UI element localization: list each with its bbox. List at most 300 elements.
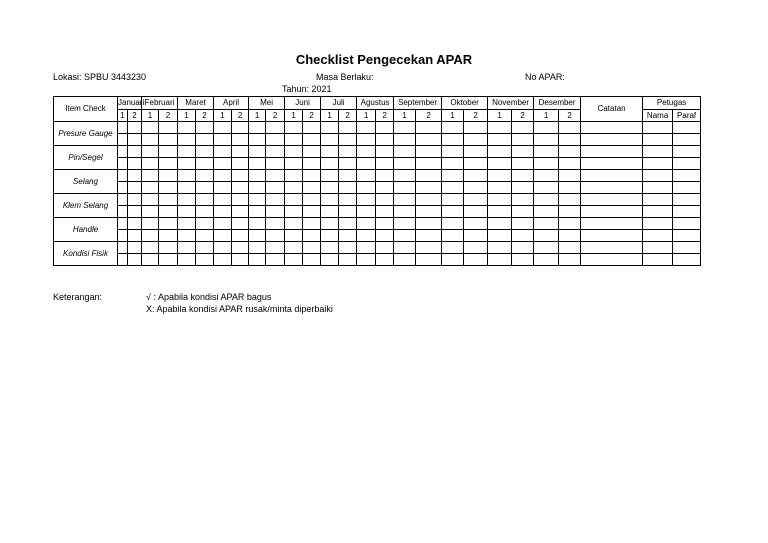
check-cell[interactable] xyxy=(416,242,442,254)
check-cell[interactable] xyxy=(178,122,196,134)
check-cell[interactable] xyxy=(128,122,142,134)
check-cell[interactable] xyxy=(534,242,559,254)
check-cell[interactable] xyxy=(464,254,488,266)
nama-cell[interactable] xyxy=(643,170,673,182)
check-cell[interactable] xyxy=(512,182,534,194)
check-cell[interactable] xyxy=(285,146,303,158)
check-cell[interactable] xyxy=(357,182,376,194)
check-cell[interactable] xyxy=(266,182,285,194)
paraf-cell[interactable] xyxy=(673,170,701,182)
check-cell[interactable] xyxy=(416,122,442,134)
check-cell[interactable] xyxy=(249,206,266,218)
check-cell[interactable] xyxy=(118,254,128,266)
check-cell[interactable] xyxy=(488,122,512,134)
check-cell[interactable] xyxy=(178,218,196,230)
check-cell[interactable] xyxy=(534,146,559,158)
check-cell[interactable] xyxy=(118,218,128,230)
check-cell[interactable] xyxy=(376,194,394,206)
check-cell[interactable] xyxy=(159,170,178,182)
check-cell[interactable] xyxy=(376,218,394,230)
check-cell[interactable] xyxy=(196,170,214,182)
check-cell[interactable] xyxy=(214,158,232,170)
check-cell[interactable] xyxy=(196,206,214,218)
nama-cell[interactable] xyxy=(643,218,673,230)
check-cell[interactable] xyxy=(464,146,488,158)
check-cell[interactable] xyxy=(196,158,214,170)
check-cell[interactable] xyxy=(303,170,321,182)
check-cell[interactable] xyxy=(376,230,394,242)
check-cell[interactable] xyxy=(559,122,581,134)
check-cell[interactable] xyxy=(488,182,512,194)
check-cell[interactable] xyxy=(357,206,376,218)
check-cell[interactable] xyxy=(142,218,159,230)
check-cell[interactable] xyxy=(464,158,488,170)
check-cell[interactable] xyxy=(303,230,321,242)
check-cell[interactable] xyxy=(128,170,142,182)
check-cell[interactable] xyxy=(394,158,416,170)
check-cell[interactable] xyxy=(178,230,196,242)
nama-cell[interactable] xyxy=(643,134,673,146)
check-cell[interactable] xyxy=(321,122,339,134)
check-cell[interactable] xyxy=(285,230,303,242)
check-cell[interactable] xyxy=(285,170,303,182)
nama-cell[interactable] xyxy=(643,182,673,194)
catatan-cell[interactable] xyxy=(581,170,643,182)
check-cell[interactable] xyxy=(266,158,285,170)
check-cell[interactable] xyxy=(416,218,442,230)
check-cell[interactable] xyxy=(339,194,357,206)
check-cell[interactable] xyxy=(416,158,442,170)
check-cell[interactable] xyxy=(442,206,464,218)
check-cell[interactable] xyxy=(376,170,394,182)
check-cell[interactable] xyxy=(303,182,321,194)
catatan-cell[interactable] xyxy=(581,122,643,134)
check-cell[interactable] xyxy=(214,254,232,266)
check-cell[interactable] xyxy=(488,194,512,206)
catatan-cell[interactable] xyxy=(581,182,643,194)
catatan-cell[interactable] xyxy=(581,242,643,254)
check-cell[interactable] xyxy=(394,242,416,254)
check-cell[interactable] xyxy=(488,134,512,146)
check-cell[interactable] xyxy=(196,134,214,146)
check-cell[interactable] xyxy=(394,182,416,194)
nama-cell[interactable] xyxy=(643,254,673,266)
check-cell[interactable] xyxy=(142,122,159,134)
check-cell[interactable] xyxy=(321,242,339,254)
check-cell[interactable] xyxy=(357,254,376,266)
check-cell[interactable] xyxy=(249,194,266,206)
check-cell[interactable] xyxy=(249,158,266,170)
check-cell[interactable] xyxy=(118,170,128,182)
check-cell[interactable] xyxy=(285,242,303,254)
check-cell[interactable] xyxy=(249,182,266,194)
paraf-cell[interactable] xyxy=(673,122,701,134)
check-cell[interactable] xyxy=(249,254,266,266)
check-cell[interactable] xyxy=(442,122,464,134)
check-cell[interactable] xyxy=(512,194,534,206)
check-cell[interactable] xyxy=(376,146,394,158)
check-cell[interactable] xyxy=(232,254,249,266)
check-cell[interactable] xyxy=(285,158,303,170)
check-cell[interactable] xyxy=(232,134,249,146)
check-cell[interactable] xyxy=(159,122,178,134)
check-cell[interactable] xyxy=(464,230,488,242)
check-cell[interactable] xyxy=(534,218,559,230)
check-cell[interactable] xyxy=(394,122,416,134)
check-cell[interactable] xyxy=(559,170,581,182)
catatan-cell[interactable] xyxy=(581,146,643,158)
check-cell[interactable] xyxy=(285,182,303,194)
check-cell[interactable] xyxy=(285,218,303,230)
check-cell[interactable] xyxy=(128,158,142,170)
check-cell[interactable] xyxy=(178,170,196,182)
check-cell[interactable] xyxy=(303,158,321,170)
check-cell[interactable] xyxy=(376,182,394,194)
check-cell[interactable] xyxy=(321,218,339,230)
check-cell[interactable] xyxy=(376,242,394,254)
check-cell[interactable] xyxy=(534,206,559,218)
check-cell[interactable] xyxy=(339,218,357,230)
check-cell[interactable] xyxy=(178,206,196,218)
check-cell[interactable] xyxy=(128,146,142,158)
check-cell[interactable] xyxy=(128,218,142,230)
check-cell[interactable] xyxy=(232,122,249,134)
check-cell[interactable] xyxy=(376,134,394,146)
check-cell[interactable] xyxy=(159,242,178,254)
check-cell[interactable] xyxy=(512,170,534,182)
check-cell[interactable] xyxy=(512,218,534,230)
paraf-cell[interactable] xyxy=(673,218,701,230)
check-cell[interactable] xyxy=(214,242,232,254)
check-cell[interactable] xyxy=(178,134,196,146)
check-cell[interactable] xyxy=(357,242,376,254)
check-cell[interactable] xyxy=(321,170,339,182)
check-cell[interactable] xyxy=(488,230,512,242)
check-cell[interactable] xyxy=(394,146,416,158)
check-cell[interactable] xyxy=(142,182,159,194)
check-cell[interactable] xyxy=(266,134,285,146)
check-cell[interactable] xyxy=(464,206,488,218)
nama-cell[interactable] xyxy=(643,194,673,206)
check-cell[interactable] xyxy=(285,206,303,218)
check-cell[interactable] xyxy=(196,182,214,194)
paraf-cell[interactable] xyxy=(673,146,701,158)
check-cell[interactable] xyxy=(214,146,232,158)
check-cell[interactable] xyxy=(512,122,534,134)
catatan-cell[interactable] xyxy=(581,134,643,146)
check-cell[interactable] xyxy=(559,230,581,242)
check-cell[interactable] xyxy=(416,134,442,146)
check-cell[interactable] xyxy=(339,170,357,182)
check-cell[interactable] xyxy=(357,122,376,134)
check-cell[interactable] xyxy=(416,194,442,206)
check-cell[interactable] xyxy=(464,134,488,146)
check-cell[interactable] xyxy=(118,134,128,146)
check-cell[interactable] xyxy=(118,230,128,242)
check-cell[interactable] xyxy=(442,146,464,158)
check-cell[interactable] xyxy=(128,254,142,266)
check-cell[interactable] xyxy=(488,146,512,158)
check-cell[interactable] xyxy=(559,242,581,254)
paraf-cell[interactable] xyxy=(673,242,701,254)
check-cell[interactable] xyxy=(321,182,339,194)
nama-cell[interactable] xyxy=(643,206,673,218)
check-cell[interactable] xyxy=(118,146,128,158)
check-cell[interactable] xyxy=(534,194,559,206)
check-cell[interactable] xyxy=(394,206,416,218)
check-cell[interactable] xyxy=(534,134,559,146)
check-cell[interactable] xyxy=(442,242,464,254)
check-cell[interactable] xyxy=(142,146,159,158)
paraf-cell[interactable] xyxy=(673,194,701,206)
check-cell[interactable] xyxy=(128,242,142,254)
check-cell[interactable] xyxy=(266,242,285,254)
check-cell[interactable] xyxy=(339,254,357,266)
check-cell[interactable] xyxy=(512,242,534,254)
check-cell[interactable] xyxy=(303,242,321,254)
catatan-cell[interactable] xyxy=(581,218,643,230)
check-cell[interactable] xyxy=(376,206,394,218)
nama-cell[interactable] xyxy=(643,242,673,254)
check-cell[interactable] xyxy=(376,254,394,266)
check-cell[interactable] xyxy=(416,170,442,182)
check-cell[interactable] xyxy=(118,194,128,206)
check-cell[interactable] xyxy=(249,122,266,134)
check-cell[interactable] xyxy=(321,194,339,206)
check-cell[interactable] xyxy=(159,158,178,170)
check-cell[interactable] xyxy=(196,194,214,206)
catatan-cell[interactable] xyxy=(581,230,643,242)
check-cell[interactable] xyxy=(118,182,128,194)
check-cell[interactable] xyxy=(196,146,214,158)
check-cell[interactable] xyxy=(196,122,214,134)
check-cell[interactable] xyxy=(214,194,232,206)
check-cell[interactable] xyxy=(266,218,285,230)
check-cell[interactable] xyxy=(512,134,534,146)
check-cell[interactable] xyxy=(214,170,232,182)
check-cell[interactable] xyxy=(214,182,232,194)
check-cell[interactable] xyxy=(159,194,178,206)
check-cell[interactable] xyxy=(249,242,266,254)
check-cell[interactable] xyxy=(416,254,442,266)
check-cell[interactable] xyxy=(512,254,534,266)
check-cell[interactable] xyxy=(178,242,196,254)
check-cell[interactable] xyxy=(321,206,339,218)
check-cell[interactable] xyxy=(339,134,357,146)
check-cell[interactable] xyxy=(214,230,232,242)
check-cell[interactable] xyxy=(178,182,196,194)
check-cell[interactable] xyxy=(559,158,581,170)
check-cell[interactable] xyxy=(196,254,214,266)
check-cell[interactable] xyxy=(394,134,416,146)
check-cell[interactable] xyxy=(266,230,285,242)
check-cell[interactable] xyxy=(416,206,442,218)
check-cell[interactable] xyxy=(128,134,142,146)
check-cell[interactable] xyxy=(196,230,214,242)
check-cell[interactable] xyxy=(464,122,488,134)
check-cell[interactable] xyxy=(214,206,232,218)
catatan-cell[interactable] xyxy=(581,194,643,206)
check-cell[interactable] xyxy=(118,158,128,170)
check-cell[interactable] xyxy=(321,254,339,266)
paraf-cell[interactable] xyxy=(673,158,701,170)
check-cell[interactable] xyxy=(488,254,512,266)
check-cell[interactable] xyxy=(534,122,559,134)
check-cell[interactable] xyxy=(357,170,376,182)
check-cell[interactable] xyxy=(442,218,464,230)
check-cell[interactable] xyxy=(394,230,416,242)
check-cell[interactable] xyxy=(559,206,581,218)
check-cell[interactable] xyxy=(232,242,249,254)
paraf-cell[interactable] xyxy=(673,230,701,242)
catatan-cell[interactable] xyxy=(581,254,643,266)
check-cell[interactable] xyxy=(285,134,303,146)
check-cell[interactable] xyxy=(303,194,321,206)
check-cell[interactable] xyxy=(232,218,249,230)
catatan-cell[interactable] xyxy=(581,206,643,218)
check-cell[interactable] xyxy=(128,194,142,206)
check-cell[interactable] xyxy=(303,254,321,266)
check-cell[interactable] xyxy=(339,230,357,242)
check-cell[interactable] xyxy=(488,158,512,170)
check-cell[interactable] xyxy=(214,218,232,230)
check-cell[interactable] xyxy=(232,206,249,218)
check-cell[interactable] xyxy=(464,218,488,230)
check-cell[interactable] xyxy=(488,218,512,230)
check-cell[interactable] xyxy=(442,254,464,266)
check-cell[interactable] xyxy=(488,170,512,182)
check-cell[interactable] xyxy=(512,230,534,242)
check-cell[interactable] xyxy=(232,230,249,242)
check-cell[interactable] xyxy=(357,146,376,158)
check-cell[interactable] xyxy=(339,182,357,194)
check-cell[interactable] xyxy=(376,122,394,134)
check-cell[interactable] xyxy=(464,242,488,254)
paraf-cell[interactable] xyxy=(673,206,701,218)
check-cell[interactable] xyxy=(303,134,321,146)
check-cell[interactable] xyxy=(285,254,303,266)
check-cell[interactable] xyxy=(464,170,488,182)
check-cell[interactable] xyxy=(559,254,581,266)
check-cell[interactable] xyxy=(232,182,249,194)
catatan-cell[interactable] xyxy=(581,158,643,170)
check-cell[interactable] xyxy=(357,230,376,242)
paraf-cell[interactable] xyxy=(673,254,701,266)
check-cell[interactable] xyxy=(357,218,376,230)
check-cell[interactable] xyxy=(118,122,128,134)
nama-cell[interactable] xyxy=(643,158,673,170)
paraf-cell[interactable] xyxy=(673,134,701,146)
check-cell[interactable] xyxy=(416,182,442,194)
check-cell[interactable] xyxy=(178,146,196,158)
check-cell[interactable] xyxy=(249,230,266,242)
check-cell[interactable] xyxy=(266,206,285,218)
check-cell[interactable] xyxy=(559,218,581,230)
check-cell[interactable] xyxy=(442,170,464,182)
check-cell[interactable] xyxy=(159,182,178,194)
check-cell[interactable] xyxy=(321,230,339,242)
check-cell[interactable] xyxy=(142,134,159,146)
check-cell[interactable] xyxy=(534,254,559,266)
check-cell[interactable] xyxy=(142,230,159,242)
check-cell[interactable] xyxy=(357,134,376,146)
check-cell[interactable] xyxy=(178,254,196,266)
check-cell[interactable] xyxy=(159,230,178,242)
check-cell[interactable] xyxy=(303,122,321,134)
check-cell[interactable] xyxy=(321,158,339,170)
check-cell[interactable] xyxy=(512,158,534,170)
check-cell[interactable] xyxy=(394,194,416,206)
check-cell[interactable] xyxy=(118,206,128,218)
check-cell[interactable] xyxy=(232,146,249,158)
check-cell[interactable] xyxy=(559,134,581,146)
check-cell[interactable] xyxy=(534,158,559,170)
check-cell[interactable] xyxy=(442,134,464,146)
check-cell[interactable] xyxy=(118,242,128,254)
check-cell[interactable] xyxy=(303,218,321,230)
check-cell[interactable] xyxy=(159,254,178,266)
check-cell[interactable] xyxy=(266,254,285,266)
check-cell[interactable] xyxy=(142,242,159,254)
check-cell[interactable] xyxy=(512,146,534,158)
check-cell[interactable] xyxy=(559,182,581,194)
check-cell[interactable] xyxy=(534,170,559,182)
check-cell[interactable] xyxy=(321,146,339,158)
check-cell[interactable] xyxy=(339,242,357,254)
check-cell[interactable] xyxy=(376,158,394,170)
check-cell[interactable] xyxy=(442,194,464,206)
check-cell[interactable] xyxy=(416,146,442,158)
check-cell[interactable] xyxy=(303,146,321,158)
check-cell[interactable] xyxy=(214,134,232,146)
check-cell[interactable] xyxy=(442,182,464,194)
check-cell[interactable] xyxy=(178,158,196,170)
check-cell[interactable] xyxy=(464,182,488,194)
check-cell[interactable] xyxy=(266,194,285,206)
check-cell[interactable] xyxy=(285,122,303,134)
check-cell[interactable] xyxy=(394,170,416,182)
check-cell[interactable] xyxy=(339,122,357,134)
check-cell[interactable] xyxy=(285,194,303,206)
check-cell[interactable] xyxy=(559,146,581,158)
check-cell[interactable] xyxy=(232,170,249,182)
check-cell[interactable] xyxy=(339,158,357,170)
check-cell[interactable] xyxy=(249,146,266,158)
check-cell[interactable] xyxy=(416,230,442,242)
check-cell[interactable] xyxy=(142,206,159,218)
check-cell[interactable] xyxy=(249,134,266,146)
check-cell[interactable] xyxy=(394,254,416,266)
check-cell[interactable] xyxy=(442,158,464,170)
check-cell[interactable] xyxy=(142,170,159,182)
check-cell[interactable] xyxy=(357,194,376,206)
check-cell[interactable] xyxy=(303,206,321,218)
check-cell[interactable] xyxy=(464,194,488,206)
check-cell[interactable] xyxy=(249,218,266,230)
check-cell[interactable] xyxy=(142,254,159,266)
check-cell[interactable] xyxy=(266,146,285,158)
check-cell[interactable] xyxy=(159,146,178,158)
check-cell[interactable] xyxy=(394,218,416,230)
check-cell[interactable] xyxy=(357,158,376,170)
check-cell[interactable] xyxy=(442,230,464,242)
check-cell[interactable] xyxy=(339,206,357,218)
check-cell[interactable] xyxy=(142,158,159,170)
nama-cell[interactable] xyxy=(643,230,673,242)
check-cell[interactable] xyxy=(488,242,512,254)
check-cell[interactable] xyxy=(128,182,142,194)
check-cell[interactable] xyxy=(196,218,214,230)
